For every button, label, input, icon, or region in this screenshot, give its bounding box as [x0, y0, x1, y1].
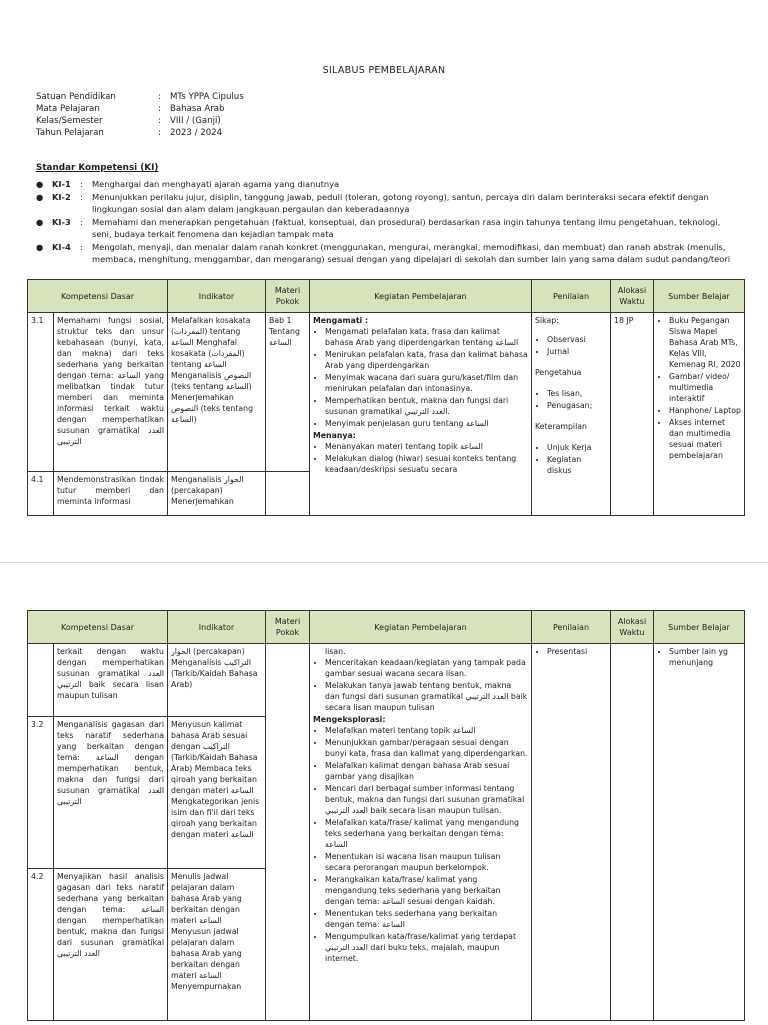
identity-block [36, 91, 244, 139]
list-item: • Buku Pegangan Siswa Mapel Bahasa Arab MTs, Kelas VIII, Kemenag RI, 2020 [669, 315, 741, 370]
header-kegiatan: Kegiatan Pembelajaran [310, 611, 532, 644]
kd-text: Menganalisis gagasan dari teks naratif sederhana yang berkaitan dengan tema: الساعة dengan memperhatikan bentuk, makna dan fungsi dari susunan gramatikal العدد الترتيبي [54, 716, 168, 868]
document-title: SILABUS PEMBELAJARAN [322, 65, 446, 76]
penilaian-list [535, 442, 607, 476]
kegiatan-cell [310, 313, 532, 516]
list-item: • Merangkaikan kata/frase/ kalimat yang mengandung teks sederhana yang berkaitan dengan tema: الساعة sesuai dengan kaidah. [325, 874, 528, 907]
header-alokasi-waktu: Alokasi Waktu [611, 280, 654, 313]
indikator-text: Menulis jadwal pelajaran dalam bahasa Arab yang berkaitan dengan materi الساعة Menyusun jadwal pelajaran dalam bahasa Arab yang berkaitan dengan materi الساعة Menyempurnakan [168, 868, 266, 1020]
ki-text: Menunjukkan perilaku jujur, disiplin, tanggung jawab, peduli (toleran, gotong royong), santun, percaya diri dalam berinteraksi secara efektif dengan lingkungan sosial dan alam dalam jangkauan pergaulan dan keberadaannya [92, 192, 709, 214]
info-separator: : [158, 104, 161, 114]
list-item: • Menunjukkan gambar/peragaan sesuai dengan bunyi kata, frasa dan kalimat yang diperdengarkan. [325, 737, 528, 759]
kd-text: Menyajikan hasil analisis gagasan dari teks naratif sederhana yang berkaitan dengan tema: الساعة dengan memperhatikan bentuk, makna dan fungsi dari susunan gramatikal العدد الترتيبي [54, 868, 168, 1020]
penilaian-cell [532, 313, 611, 516]
info-label: Satuan Pendidikan [36, 92, 116, 102]
info-label: Kelas/Semester [36, 116, 103, 126]
ki-text: Memahami dan menerapkan pengetahuan (faktual, konseptual, dan prosedural) berdasarkan rasa ingin tahunya tentang ilmu pengetahuan, teknologi, seni, budaya terkait fenomena dan kejadian tampak mata [92, 217, 721, 239]
list-item: • Melakukan dialog (hiwar) sesuai konteks tentang keadaan/deskripsi sesuatu secara [325, 453, 528, 475]
penilaian-label: Pengetahua [535, 368, 582, 377]
info-value: VIII / (Ganji) [170, 116, 221, 126]
list-item: • Menirukan pelafalan kata, frasa dan kalimat bahasa Arab yang diperdengarkan [325, 349, 528, 371]
list-item: • Kegiatan diskus [547, 454, 607, 476]
list-item: • Gambar/ video/ multimedia interaktif [669, 371, 741, 404]
table-header-row [28, 611, 745, 644]
header-penilaian: Penilaian [532, 611, 611, 644]
materi-pokok: Bab 1 Tentang الساعة [266, 313, 310, 472]
penilaian-cell [532, 644, 611, 1021]
penilaian-list [535, 334, 607, 357]
indikator-text: Menganalisis الحوار (percakapan) Menerjemahkan [168, 471, 266, 515]
list-item: • Presentasi [547, 646, 607, 657]
info-label: Mata Pelajaran [36, 104, 100, 114]
kd-number: 3.1 [28, 313, 54, 472]
ki-code: KI-4 [52, 242, 71, 252]
list-item: • Melafalkan kata/frase/ kalimat yang mengandung teks sederhana yang berkaitan dengan tema: الساعة [325, 817, 528, 850]
penilaian-label: Sikap: [535, 316, 559, 325]
kd-text: terkait dengan waktu dengan memperhatikan susunan gramatikal العدد الترتيبي baik secara lisan maupun tulisan [54, 644, 168, 717]
bullet-icon: ● [36, 192, 44, 202]
header-materi-pokok: Materi Pokok [266, 611, 310, 644]
kegiatan-heading: Mengamati : [313, 316, 369, 325]
list-item: • Tes lisan, [547, 388, 607, 399]
kegiatan-list [313, 441, 528, 475]
list-item: • Menanyakan materi tentang topik الساعة [325, 441, 528, 452]
list-item: • Mengumpulkan kata/frase/kalimat yang terdapat العدد الترتيبي dari buku teks, majalah, maupun internet. [325, 931, 528, 964]
bullet-icon: ● [36, 179, 44, 189]
kd-number: 4.2 [28, 868, 54, 1020]
header-indikator: Indikator [168, 280, 266, 313]
ki-item [36, 216, 736, 240]
syllabus-table-1 [27, 279, 745, 516]
info-row [36, 115, 244, 127]
list-item: • Melafalkan materi tentang topik الساعة [325, 725, 528, 736]
info-separator: : [158, 128, 161, 138]
sumber-cell [654, 644, 745, 1021]
kegiatan-heading: Mengeksplorasi: [313, 715, 386, 724]
ki-colon: : [80, 242, 83, 252]
bullet-icon: ● [36, 242, 44, 252]
list-item: • Unjuk Kerja [547, 442, 607, 453]
kegiatan-heading: Menanya: [313, 431, 356, 440]
header-alokasi-waktu: Alokasi Waktu [611, 611, 654, 644]
indikator-text: الحوار (percakapan) Menganalisis التراكيب (Tarkib/Kaidah Bahasa Arab) [168, 644, 266, 717]
ki-code: KI-1 [52, 179, 71, 189]
list-item: • Menyimak wacana dari suara guru/kaset/film dan menirukan pelafalan dan intonasinya. [325, 372, 528, 394]
indikator-text: Menyusun kalimat bahasa Arab sesuai dengan التراكيب (Tarkib/Kaidah Bahasa Arab) Membaca teks qiroah yang berkaitan dengan materi الساعة Mengkategorikan jenis isim dan fi'il dari teks qiroah yang berkaitan dengan materi الساعة [168, 716, 266, 868]
list-item: • Akses internet dan multimedia sesuai materi pembelajaran [669, 417, 741, 461]
penilaian-list [535, 388, 607, 411]
header-indikator: Indikator [168, 611, 266, 644]
sumber-list [657, 646, 741, 668]
alokasi-waktu: 18 JP [611, 313, 654, 516]
list-item: • Penugasan; [547, 400, 607, 411]
kd-text: Mendemonstrasikan tindak tutur memberi dan meminta informasi [54, 471, 168, 515]
info-label: Tahun Pelajaran [36, 128, 104, 138]
ki-text: Mengolah, menyaji, dan menalar dalam ranah konkret (menggunakan, mengurai, merangkai, memodifikasi, dan membuat) dan ranah abstrak (menulis, membaca, menghitung, menggambar, dan mengarang) sesuai dengan yang dipelajari di sekolah dan sumber lain yang sama dalam sudut pandang/teori [92, 242, 731, 264]
kd-number: 3.2 [28, 716, 54, 868]
kegiatan-list [313, 725, 528, 964]
sumber-list [657, 315, 741, 461]
sumber-cell [654, 313, 745, 516]
list-item: • Hanphone/ Laptop [669, 405, 741, 416]
info-row [36, 91, 244, 103]
kegiatan-list [313, 657, 528, 713]
info-row [36, 127, 244, 139]
info-separator: : [158, 116, 161, 126]
standar-kompetensi-heading: Standar Kompetensi (KI) [36, 163, 159, 173]
ki-code: KI-2 [52, 192, 71, 202]
table-row [28, 313, 745, 472]
info-value: Bahasa Arab [170, 104, 225, 114]
list-item: • Melafalkan kalimat dengan bahasa Arab sesuai gambar yang disajikan [325, 760, 528, 782]
list-item: • Mencari dari berbagai sumber informasi tentang bentuk, makna dan fungsi dari susunan gramatikal العدد الترتيبي baik secara lisan maupun tulisan. [325, 783, 528, 816]
list-item: • Menyimak penjelasan guru tentang الساعة [325, 418, 528, 429]
list-item: • Menentukan teks sederhana yang berkaitan dengan tema: الساعة [325, 908, 528, 930]
list-item: • Menceritakan keadaan/kegiatan yang tampak pada gambar sesuai wacana secara lisan. [325, 657, 528, 679]
penilaian-list [535, 646, 607, 657]
ki-text: Menghargai dan menghayati ajaran agama yang dianutnya [92, 179, 340, 189]
syllabus-table-2 [27, 610, 745, 1021]
kd-number [28, 644, 54, 717]
header-materi-pokok: Materi Pokok [266, 280, 310, 313]
ki-colon: : [80, 179, 83, 189]
list-item: • Melakukan tanya jawab tentang bentuk, makna dan fungsi dari susunan gramatikal العدد الترتيبي baik secara lisan maupun tulisan [325, 680, 528, 713]
header-kompetensi-dasar: Kompetensi Dasar [28, 611, 168, 644]
bullet-icon: ● [36, 217, 44, 227]
kd-number: 4.1 [28, 471, 54, 515]
header-kegiatan: Kegiatan Pembelajaran [310, 280, 532, 313]
ki-code: KI-3 [52, 217, 71, 227]
alokasi-waktu [611, 644, 654, 1021]
ki-item [36, 178, 736, 190]
header-penilaian: Penilaian [532, 280, 611, 313]
info-row [36, 103, 244, 115]
kegiatan-text: lisan. [325, 647, 346, 656]
indikator-text: Melafalkan kosakata (المفردات) tentang الساعة Menghafal kosakata (المفردات) tentang الساعة Menganalisis النصوص (teks tentang الساعة) Menerjemahkan النصوص (teks tentang الساعة) [168, 313, 266, 472]
list-item: • Mengamati pelafalan kata, frasa dan kalimat bahasa Arab yang diperdengarkan tentang الساعة [325, 326, 528, 348]
kegiatan-cell [310, 644, 532, 1021]
materi-pokok [266, 644, 310, 1021]
kegiatan-list [313, 326, 528, 429]
info-separator: : [158, 92, 161, 102]
list-item: • Memperhatikan bentuk, makna dan fungsi dari susunan gramatikal العدد الترتيبي. [325, 395, 528, 417]
header-sumber-belajar: Sumber Belajar [654, 611, 745, 644]
table-row [28, 644, 745, 717]
header-kompetensi-dasar: Kompetensi Dasar [28, 280, 168, 313]
ki-colon: : [80, 192, 83, 202]
ki-item [36, 241, 736, 265]
table-header-row [28, 280, 745, 313]
ki-colon: : [80, 217, 83, 227]
list-item: • Menentukan isi wacana lisan maupun tulisan secara perorangan maupun berkelompok. [325, 851, 528, 873]
list-item: • Jurnal [547, 346, 607, 357]
info-value: MTs YPPA Cipulus [170, 92, 244, 102]
penilaian-label: Keterampilan [535, 422, 587, 431]
header-sumber-belajar: Sumber Belajar [654, 280, 745, 313]
materi-pokok [266, 471, 310, 515]
info-value: 2023 / 2024 [170, 128, 223, 138]
list-item: • Sumber lain yg menunjang [669, 646, 741, 668]
list-item: • Observasi [547, 334, 607, 345]
kd-text: Memahami fungsi sosial, struktur teks dan unsur kebahasaan (bunyi, kata, dan makna) dari teks sederhana yang berkaitan dengan tema: الساعة yang melibatkan tindak tutur memberi dan meminta informasi terkait waktu dengan memperhatikan susunan gramatikal العدد الترتيبي [54, 313, 168, 472]
ki-item [36, 191, 736, 215]
